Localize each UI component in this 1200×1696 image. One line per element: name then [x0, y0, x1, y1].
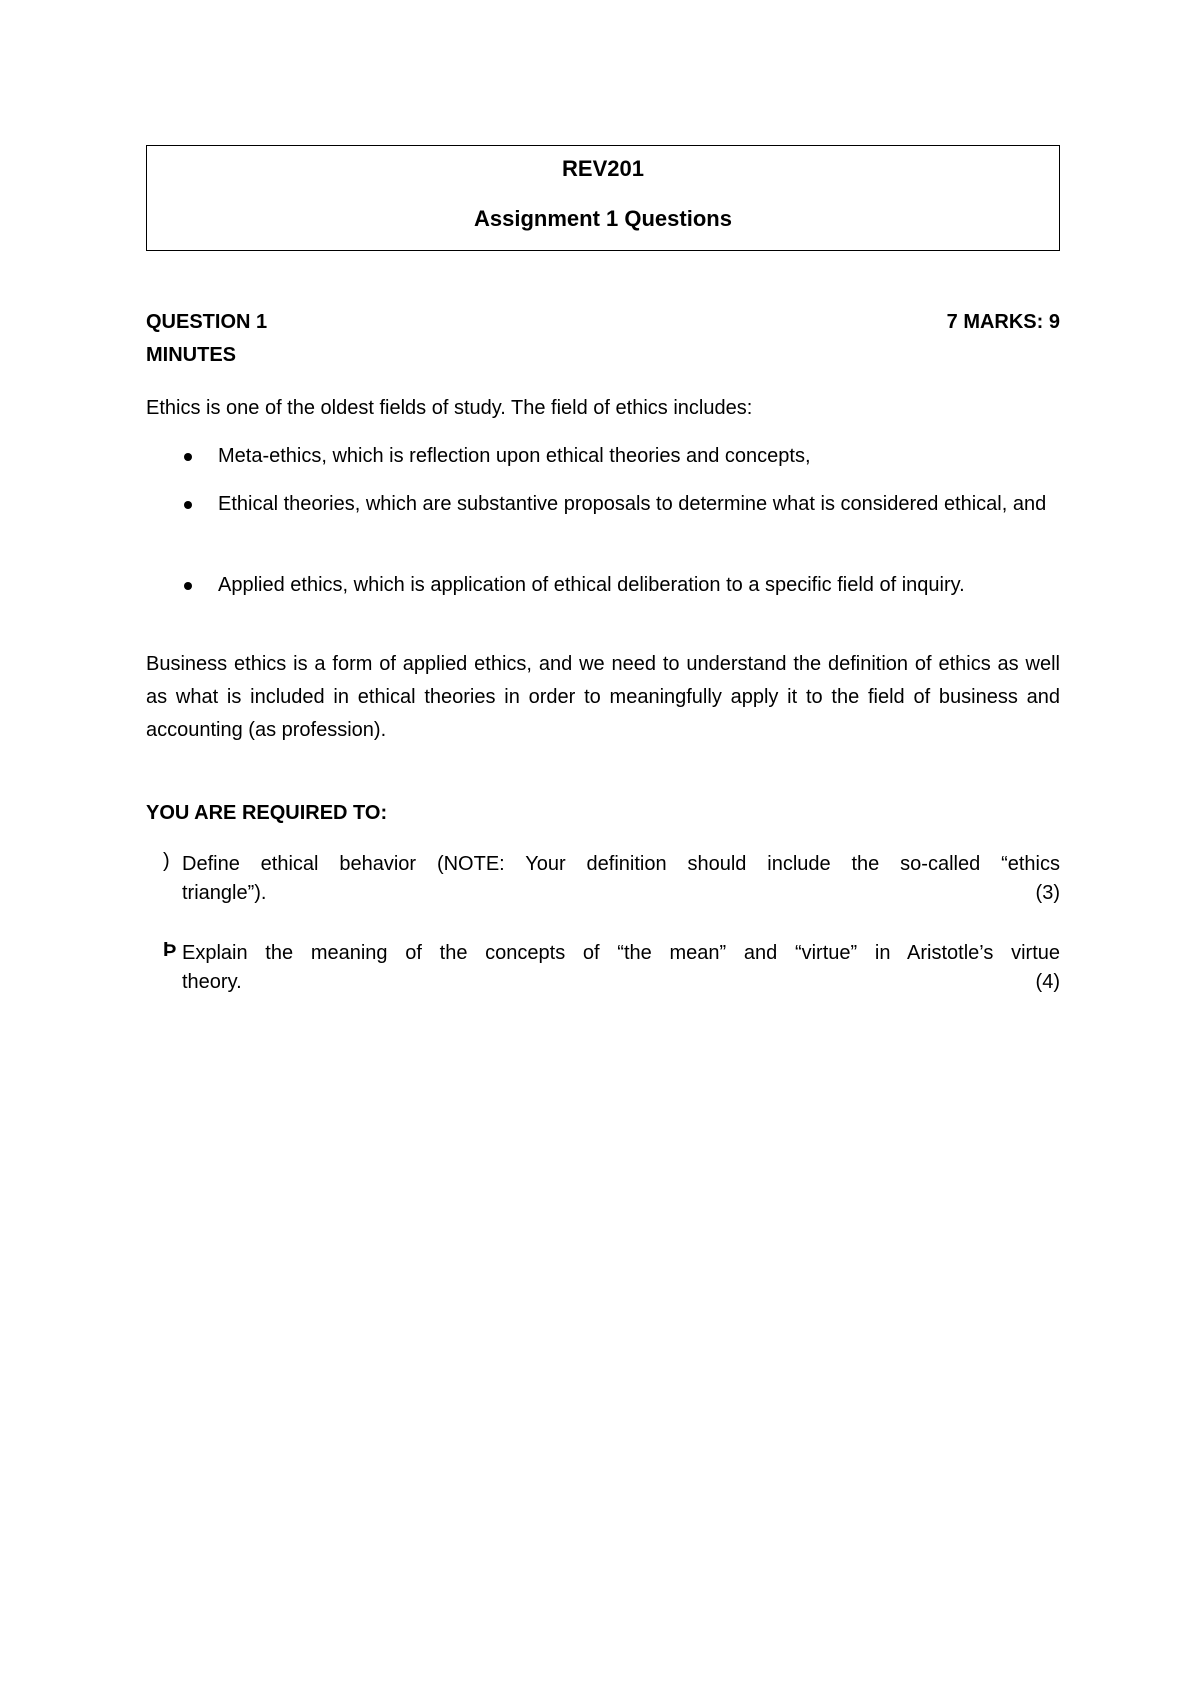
bullet-item-applied-ethics: Applied ethics, which is application of ethical deliberation to a specific field of inquiry. — [218, 574, 965, 596]
task-text-line: triangle”). — [182, 882, 267, 904]
task-text-line: Explain the meaning of the concepts of “the mean” and “virtue” in Aristotle’s virtue — [182, 942, 1060, 964]
bullet-icon — [184, 501, 192, 509]
bullet-icon — [184, 582, 192, 590]
intro-paragraph: Ethics is one of the oldest fields of study. The field of ethics includes: — [146, 397, 753, 419]
course-code: REV201 — [562, 156, 644, 181]
required-heading: YOU ARE REQUIRED TO: — [146, 802, 388, 824]
task-text-line: Define ethical behavior (NOTE: Your definition should include the so-called “ethics — [182, 853, 1060, 875]
question-marks: 7 MARKS: 9 — [946, 311, 1060, 333]
task-marker: Þ — [163, 939, 177, 961]
task-marker: ) — [163, 850, 170, 872]
task-text-line: theory. — [182, 971, 242, 993]
task-text-end — [182, 968, 1060, 997]
task-marks: (4) — [1035, 971, 1060, 993]
assignment-title: Assignment 1 Questions — [474, 206, 732, 231]
header-box — [146, 145, 1060, 251]
question-minutes: MINUTES — [146, 344, 236, 366]
business-ethics-paragraph: Business ethics is a form of applied ethics, and we need to understand the definition of ethics as well as what is included in ethical theories in order to meaningfully apply it to the field of business and accounting (as profession). — [146, 653, 1060, 741]
task-marks: (3) — [1035, 882, 1060, 904]
task-item-b — [182, 939, 1060, 997]
bullet-item-meta-ethics: Meta-ethics, which is reflection upon ethical theories and concepts, — [218, 445, 811, 467]
task-item-a — [182, 850, 1060, 908]
bullet-item-ethical-theories: Ethical theories, which are substantive proposals to determine what is considered ethical, and — [218, 493, 1047, 515]
question-heading: QUESTION 1 — [146, 311, 268, 333]
bullet-icon — [184, 453, 192, 461]
task-text-end — [182, 879, 1060, 908]
